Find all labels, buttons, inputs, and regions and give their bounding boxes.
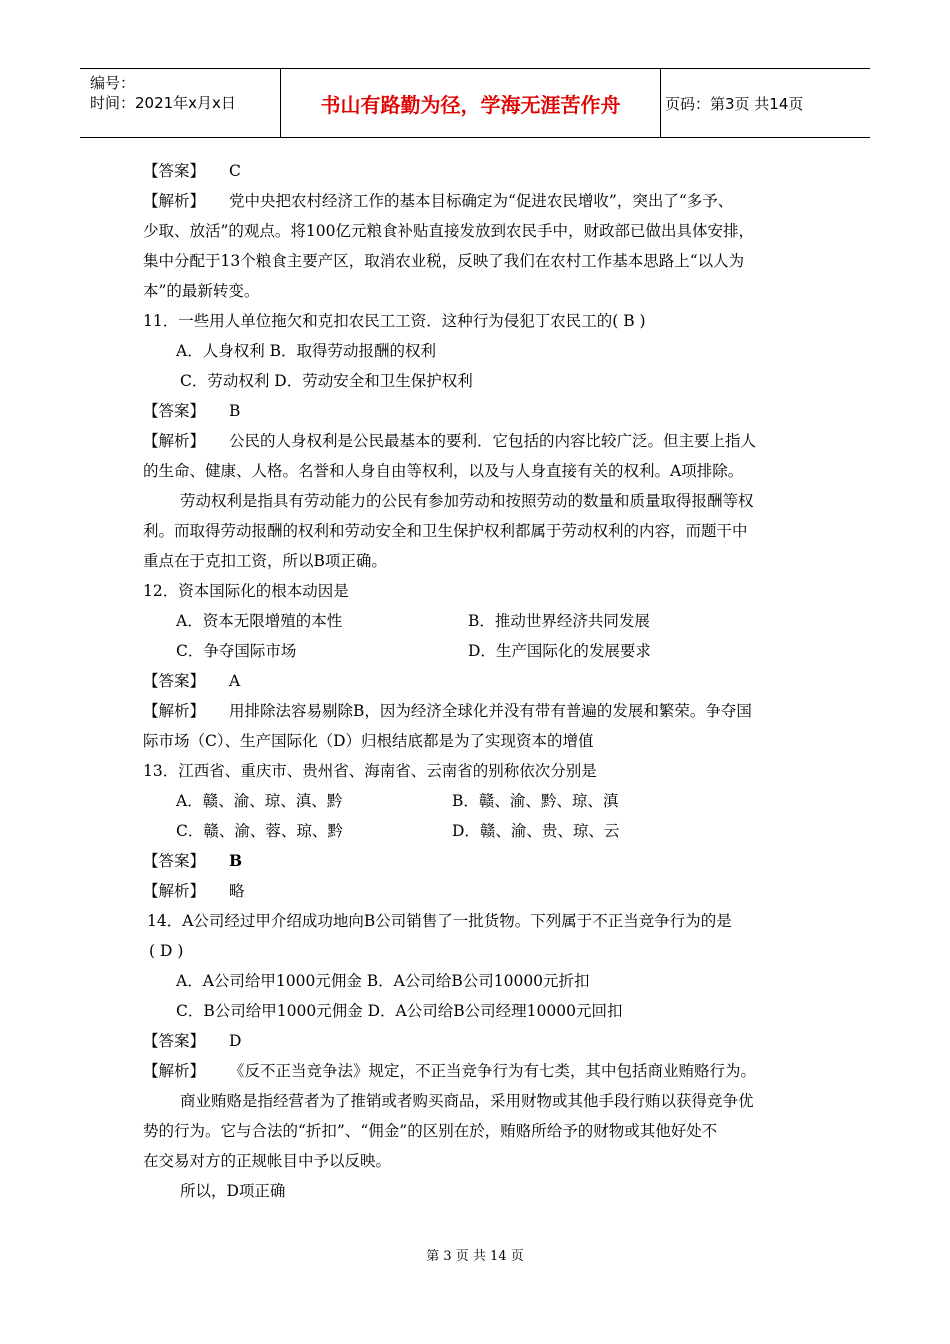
analysis-text: 际市场（C）、生产国际化（D）归根结底都是为了实现资本的增值 (143, 732, 594, 750)
analysis-text: 所以，D项正确 (180, 1182, 286, 1200)
analysis-text: 重点在于克扣工资，所以B项正确。 (143, 552, 387, 570)
analysis-text: 本”的最新转变。 (143, 282, 260, 300)
header-page-info: 页码：第3页 共14页 (665, 94, 804, 113)
analysis-line (143, 1056, 823, 1086)
analysis-line (143, 186, 823, 216)
question-options: C．B公司给甲1000元佣金 D．A公司给B公司经理10000元回扣 (176, 1002, 623, 1020)
answer-tag: 【答案】 (143, 1032, 206, 1050)
question-options (143, 636, 823, 666)
question-stem: 11．一些用人单位拖欠和克扣农民工工资．这种行为侵犯丁农民工的( B ) (143, 312, 646, 330)
question-options: C．劳动权利 D．劳动安全和卫生保护权利 (180, 372, 473, 390)
analysis-text: 《反不正当竞争法》规定，不正当竞争行为有七类，其中包括商业贿赂行为。 (229, 1062, 757, 1080)
analysis-text: 势的行为。它与合法的“折扣”、“佣金”的区别在於，贿赂所给予的财物或其他好处不 (143, 1122, 718, 1140)
answer-value: D (229, 1032, 242, 1050)
analysis-text: 略 (229, 882, 245, 900)
question-stem: 12．资本国际化的根本动因是 (143, 582, 349, 600)
option-a: A．赣、渝、琼、滇、黔 (176, 792, 343, 810)
answer-value: A (229, 672, 241, 690)
option-d: D．生产国际化的发展要求 (468, 642, 651, 660)
analysis-line (143, 876, 823, 906)
page-header (80, 68, 870, 138)
option-c: C．争夺国际市场 (176, 642, 297, 660)
document-number-label: 编号： (90, 74, 136, 92)
option-d: D．赣、渝、贵、琼、云 (452, 822, 620, 840)
option-c: C．赣、渝、蓉、琼、黔 (176, 822, 343, 840)
answer-line (143, 156, 823, 186)
question-options (143, 786, 823, 816)
question-stem-continued: ( D ) (149, 942, 184, 960)
answer-value: B (229, 851, 243, 870)
question-stem: 14．A公司经过甲介绍成功地向B公司销售了一批货物。下列属于不正当竞争行为的是 (147, 912, 732, 930)
analysis-text: 商业贿赂是指经营者为了推销或者购买商品，采用财物或其他手段行贿以获得竞争优 (180, 1092, 754, 1110)
header-motto: 书山有路勤为径，学海无涯苦作舟 (281, 69, 661, 137)
answer-line (143, 846, 823, 876)
answer-line (143, 1026, 823, 1056)
analysis-line (143, 426, 823, 456)
answer-tag: 【答案】 (143, 162, 206, 180)
answer-value: B (229, 402, 241, 420)
analysis-tag: 【解析】 (143, 432, 206, 450)
question-options: A．A公司给甲1000元佣金 B．A公司给B公司10000元折扣 (176, 972, 590, 990)
analysis-line (143, 696, 823, 726)
answer-tag: 【答案】 (143, 852, 206, 870)
analysis-tag: 【解析】 (143, 882, 206, 900)
analysis-tag: 【解析】 (143, 702, 206, 720)
question-options: A．人身权利 B．取得劳动报酬的权利 (176, 342, 437, 360)
option-b: B．赣、渝、黔、琼、滇 (452, 792, 619, 810)
option-a: A．资本无限增殖的本性 (176, 612, 343, 630)
analysis-text: 在交易对方的正规帐目中予以反映。 (143, 1152, 392, 1170)
page-footer: 第 3 页 共 14 页 (426, 1249, 524, 1264)
document-body (143, 156, 823, 1206)
analysis-text: 的生命、健康、人格。名誉和人身自由等权利，以及与人身直接有关的权利。A项排除。 (143, 462, 744, 480)
analysis-tag: 【解析】 (143, 1062, 206, 1080)
answer-tag: 【答案】 (143, 402, 206, 420)
analysis-text: 公民的人身权利是公民最基本的要利．它包括的内容比较广泛。但主要上指人 (229, 432, 757, 450)
analysis-text: 利。而取得劳动报酬的权利和劳动安全和卫生保护权利都属于劳动权利的内容，而题干中 (143, 522, 748, 540)
analysis-tag: 【解析】 (143, 192, 206, 210)
analysis-text: 少取、放活”的观点。将100亿元粮食补贴直接发放到农民手中，财政部已做出具体安排， (143, 222, 755, 240)
question-options (143, 606, 823, 636)
question-stem: 13．江西省、重庆市、贵州省、海南省、云南省的别称依次分别是 (143, 762, 597, 780)
answer-line (143, 666, 823, 696)
answer-value: C (229, 162, 241, 180)
header-meta (80, 69, 281, 137)
answer-tag: 【答案】 (143, 672, 206, 690)
document-date: 时间：2021年x月x日 (90, 94, 236, 112)
analysis-text: 劳动权利是指具有劳动能力的公民有参加劳动和按照劳动的数量和质量取得报酬等权 (180, 492, 754, 510)
question-options (143, 816, 823, 846)
option-b: B．推动世界经济共同发展 (468, 612, 650, 630)
analysis-text: 党中央把农村经济工作的基本目标确定为“促进农民增收”，突出了“多予、 (229, 192, 734, 210)
analysis-text: 集中分配于13个粮食主要产区，取消农业税，反映了我们在农村工作基本思路上“以人为 (143, 252, 745, 270)
analysis-text: 用排除法容易剔除B，因为经济全球化并没有带有普遍的发展和繁荣。争夺国 (229, 702, 752, 720)
answer-line (143, 396, 823, 426)
